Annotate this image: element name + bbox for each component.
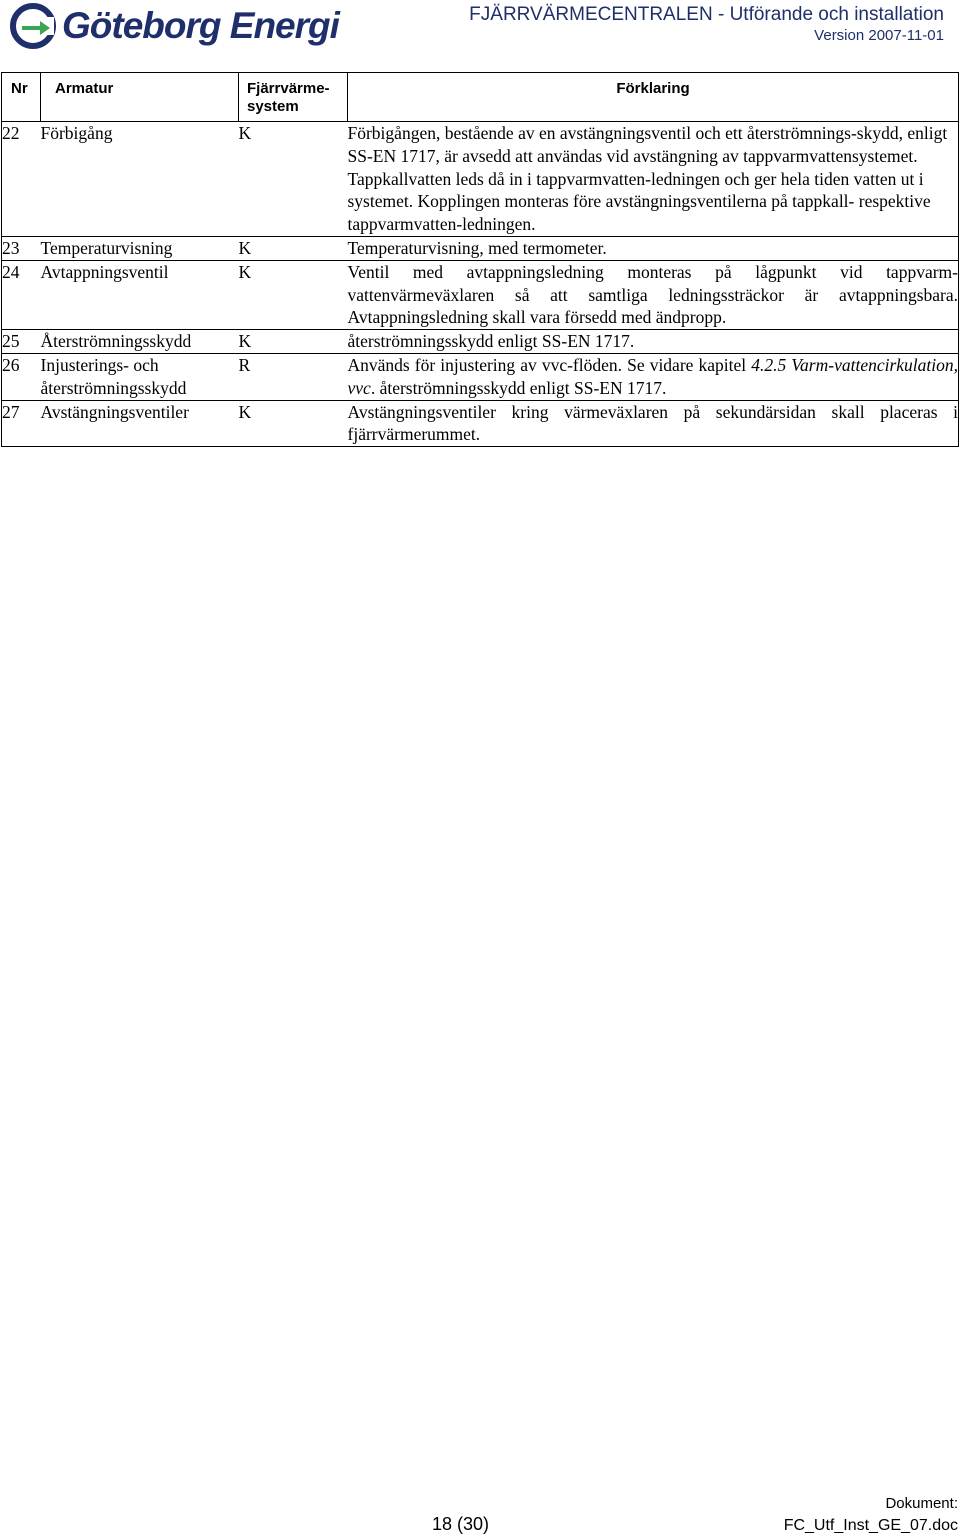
table-row <box>2 122 959 237</box>
armatur-table <box>1 72 959 447</box>
row-system: K <box>239 260 348 329</box>
row-system: K <box>239 330 348 354</box>
row-system: K <box>239 122 348 237</box>
row-forklaring: Avstängningsventiler kring värmeväxlaren på sekundärsidan skall placeras i fjärrvärmerummet. <box>348 400 959 447</box>
page-number: 18 (30) <box>432 1514 490 1534</box>
row-nr: 26 <box>2 353 41 400</box>
row-system: K <box>239 236 348 260</box>
row-armatur: Återströmningsskydd <box>41 330 239 354</box>
row-nr: 25 <box>2 330 41 354</box>
row-nr: 22 <box>2 122 41 237</box>
row-system: R <box>239 353 348 400</box>
chapter-reference: 4.2.5 Varm-vattencirkulation, vvc <box>347 354 959 398</box>
row-forklaring: Temperaturvisning, med termometer. <box>348 236 959 260</box>
logo-wordmark: Göteborg Energi <box>62 5 339 46</box>
document-title: FJÄRRVÄRMECENTRALEN - Utförande och installation <box>469 4 944 25</box>
header-system-line1: Fjärrvärme- <box>247 80 330 97</box>
table-row <box>2 236 959 260</box>
row-armatur: Avtappningsventil <box>41 260 239 329</box>
document-label: Dokument: <box>885 1495 958 1512</box>
header-armatur: Armatur <box>41 73 239 122</box>
document-version: Version 2007-11-01 <box>814 27 944 44</box>
row-armatur: Temperaturvisning <box>41 236 239 260</box>
row-armatur: Förbigång <box>41 122 239 237</box>
row-nr: 24 <box>2 260 41 329</box>
table-header-row <box>2 73 959 122</box>
row-armatur: Avstängningsventiler <box>41 400 239 447</box>
row-forklaring: återströmningsskydd enligt SS-EN 1717. <box>348 330 959 354</box>
company-logo <box>10 3 339 49</box>
forklaring-text: Används för injustering av vvc-flöden. Se vidare kapitel <box>347 354 752 375</box>
table-row <box>2 353 959 400</box>
table-row <box>2 260 959 329</box>
row-forklaring: Förbigången, bestående av en avstängningsventil och ett återströmnings-skydd, enligt SS-EN 1717, är avsedd att användas vid avstängning av tappvarmvattensystemet. Tappkallvatten leds då in i tappvarmvatten-ledningen och ger hela tiden vatten ut i systemet. Kopplingen monteras före avstängningsventilerna på tappkall- respektive tappvarmvatten-ledningen. <box>348 122 959 237</box>
header-forklaring: Förklaring <box>348 73 959 122</box>
header-system-line2: system <box>247 98 299 115</box>
row-armatur: Injusterings- och återströmningsskydd <box>41 353 239 400</box>
table-row <box>2 330 959 354</box>
row-forklaring <box>348 353 959 400</box>
row-forklaring: Ventil med avtappningsledning monteras på lågpunkt vid tappvarm-vattenvärmeväxlaren så att samtliga ledningssträckor är avtappningsbara. Avtappningsledning skall vara försedd med ändpropp. <box>348 260 959 329</box>
forklaring-text: . återströmningsskydd enligt SS-EN 1717. <box>370 377 667 398</box>
header-nr: Nr <box>2 73 41 122</box>
document-filename: FC_Utf_Inst_GE_07.doc <box>783 1517 958 1534</box>
row-nr: 27 <box>2 400 41 447</box>
row-nr: 23 <box>2 236 41 260</box>
goteborg-energi-logo-icon <box>10 3 56 49</box>
row-system: K <box>239 400 348 447</box>
header-system <box>239 73 348 122</box>
table-row <box>2 400 959 447</box>
